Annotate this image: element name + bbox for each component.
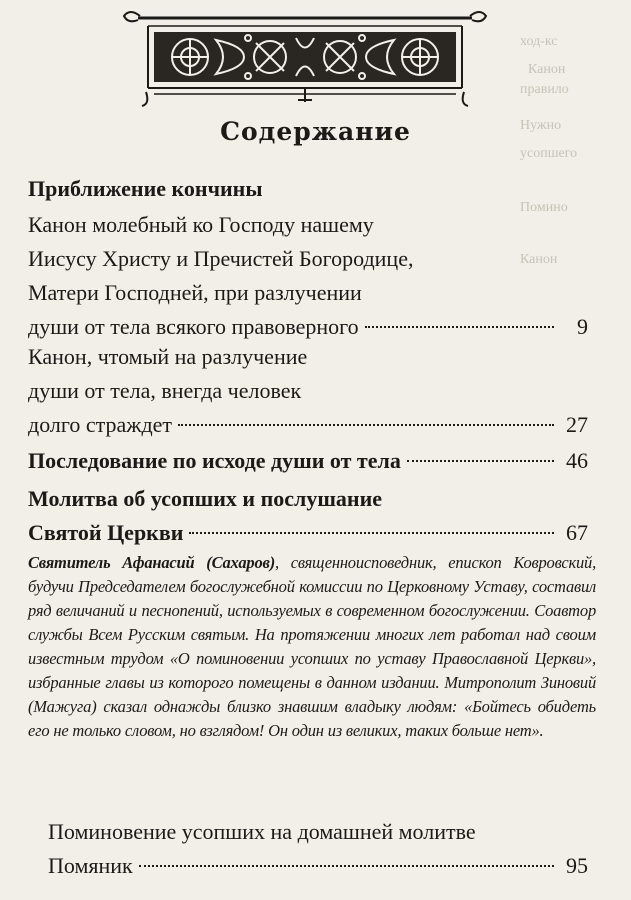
entry-line: Канон, чтомый на разлучение	[28, 344, 308, 369]
entry-line: Канон молебный ко Господу нашему	[28, 212, 374, 237]
section-title: Святой Церкви	[28, 520, 184, 545]
author-biography-note	[28, 551, 596, 743]
section-heading-approach-of-death[interactable]	[28, 172, 588, 206]
toc-entry-rite-after-death[interactable]	[28, 444, 588, 478]
dot-leader	[189, 532, 554, 534]
entry-line: души от тела всякого правоверного	[28, 314, 359, 339]
section-title: Приближение кончины	[28, 176, 263, 201]
page-title: Содержание	[220, 117, 411, 146]
note-text: , священноисповедник, епископ Ковровский, будучи Председателем богослужебной комиссии по Церковному Уставу, составил ряд величаний и песнопений, используемых в современном богослужении. Соавтор службы Всем Русским святым. На протяжении многих лет работал над своим известным трудом «О поминовении усопших по уставу Православной Церкви», избранные главы из которого помещены в данном издании. Митрополит Зиновий (Мажуга) сказал однажды близко знавшим владыку людям: «Бойтесь обидеть его не только словом, но взглядом! Он один из великих, таких больше нет».	[28, 553, 596, 740]
bleed-through-text: ход-кс Канон правило Нужно усопшего Помино Канон	[520, 34, 578, 267]
decorative-headpiece-ornament	[120, 8, 490, 108]
page-number: 67	[566, 520, 588, 545]
entry-line: души от тела, внегда человек	[28, 378, 302, 403]
section-title: Молитва об усопших и послушание	[28, 486, 383, 511]
dot-leader	[139, 865, 554, 867]
dot-leader	[178, 424, 554, 426]
dot-leader	[407, 460, 554, 462]
page-number: 9	[577, 314, 588, 339]
entry-last-row	[28, 444, 588, 478]
toc-entry-canon-1[interactable]	[28, 208, 588, 344]
toc-entry-prayer-for-departed[interactable]	[28, 482, 588, 550]
entry-line: долго страждет	[28, 412, 173, 437]
entry-line: Иисусу Христу и Пречистей Богородице,	[28, 246, 414, 271]
dot-leader	[365, 326, 554, 328]
entry-last-row	[28, 516, 588, 550]
page-number: 95	[566, 853, 588, 878]
toc-entry-canon-2[interactable]	[28, 340, 588, 442]
page-number: 46	[566, 448, 588, 473]
toc-entry-home-prayer[interactable]	[48, 815, 588, 883]
entry-last-row	[48, 849, 588, 883]
page-number: 27	[566, 412, 588, 437]
entry-line: Поминовение усопших на домашней молитве	[48, 819, 476, 844]
section-title: Последование по исходе души от тела	[28, 448, 401, 473]
entry-last-row	[28, 408, 588, 442]
entry-line: Матери Господней, при разлучении	[28, 280, 362, 305]
entry-line: Помяник	[48, 853, 133, 878]
author-name: Святитель Афанасий (Сахаров)	[28, 553, 275, 572]
entry-last-row	[28, 310, 588, 344]
